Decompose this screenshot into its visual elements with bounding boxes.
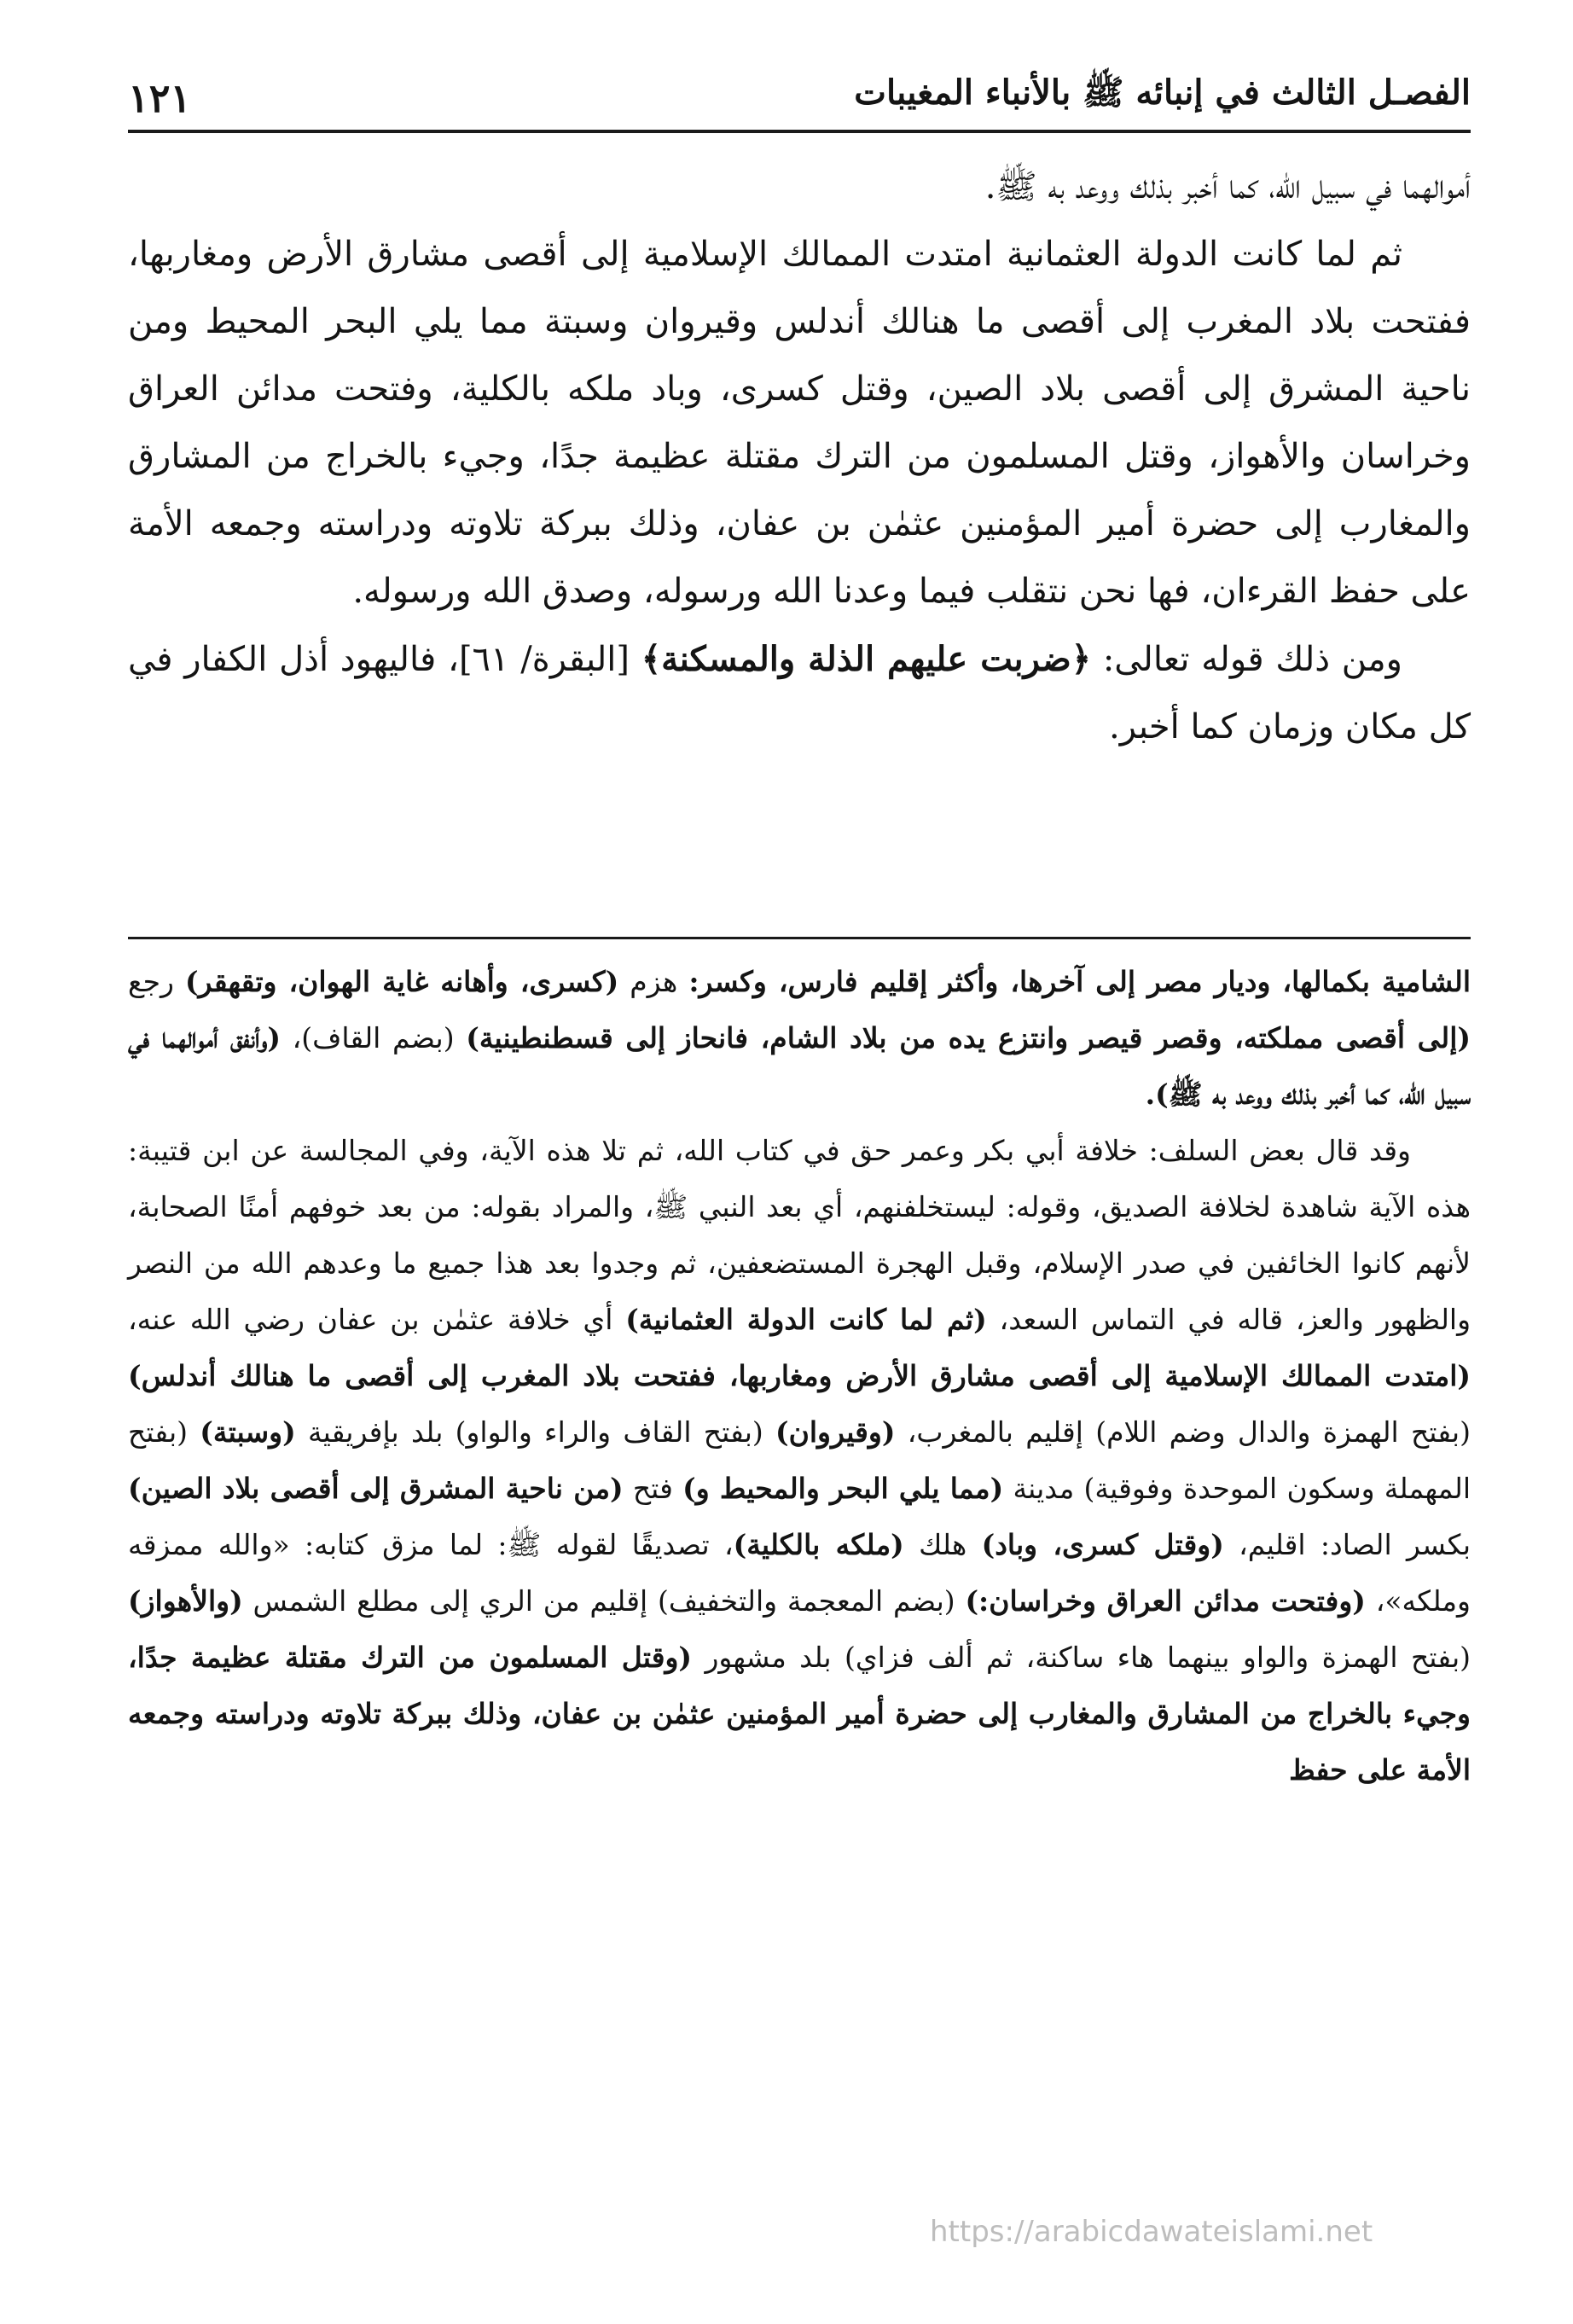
matn-text: (وقتل المسلمون من الترك مقتلة عظيمة جدًا، وجيء بالخراج من المشارق والمغارب إلى حضرة أمير المؤمنين عثمٰن بن عفان، وذلك ببركة تلاوته ودراسته وجمعه الأمة على حفظ	[128, 1641, 1471, 1787]
main-text	[128, 154, 1471, 761]
sharh-text: (بفتح المهملة وسكون الموحدة وفوقية) مدينة	[128, 1415, 1471, 1505]
sharh-text: ، تصديقًا لقوله ﷺ: لما مزق كتابه: «والله ممزقه وملكه»،	[128, 1528, 1471, 1618]
watermark-url: https://arabicdawateislami.net	[930, 2215, 1373, 2249]
para3-tail: فاليهود أذل الكفار في كل مكان وزمان كما أخبر.	[128, 640, 1471, 747]
sharh-text: فتح	[623, 1472, 683, 1505]
sharh-text: (بضم القاف)،	[281, 1021, 467, 1055]
commentary-section	[128, 954, 1471, 1798]
para3-lead: ومن ذلك قوله تعالى:	[1091, 640, 1402, 679]
matn-text: (مما يلي البحر والمحيط و)	[682, 1472, 1004, 1505]
matn-text: (وسبتة)	[200, 1415, 296, 1449]
running-title: الفصـل الثالث في إنبائه ﷺ بالأنباء المغيبات	[854, 73, 1471, 113]
matn-text: (امتدت الممالك الإسلامية إلى أقصى مشارق الأرض ومغاربها، ففتحت بلاد المغرب إلى أقصى ما هنالك أندلس)	[128, 1359, 1471, 1392]
matn-text: (وقتل كسرى، وباد)	[981, 1528, 1224, 1561]
sharh-text: (بفتح الهمزة والدال وضم اللام) إقليم بالمغرب،	[895, 1415, 1471, 1449]
commentary-paragraph-1	[128, 954, 1471, 1123]
sharh-text: (بضم المعجمة والتخفيف) إقليم من الري إلى مطلع الشمس	[242, 1584, 966, 1618]
matn-text: (والأهواز)	[128, 1584, 243, 1618]
sharh-text: رجع	[128, 965, 185, 998]
matn-text: (ملكه بالكلية)	[733, 1528, 904, 1561]
sharh-text: (بفتح القاف والراء والواو) بلد بإفريقية	[295, 1415, 776, 1449]
quran-reference: [البقرة/ ٦١]،	[448, 640, 641, 679]
matn-text: (وفتحت مدائن العراق وخراسان:)	[965, 1584, 1366, 1618]
commentary-paragraph-2	[128, 1123, 1471, 1798]
page-number: ١٢١	[128, 75, 192, 121]
main-paragraph-1: أموالهما في سبيل الله، كما أخبر بذلك ووعد به ﷺ.	[984, 167, 1471, 206]
matn-text: (كسرى، وأهانه غاية الهوان، وتقهقر)	[184, 965, 619, 998]
sharh-text: وقد قال بعض السلف: خلافة أبي بكر وعمر حق في كتاب الله، ثم تلا هذه الآية، وفي المجالسة عن ابن قتيبة: هذه الآية شاهدة لخلافة الصديق، وقوله: ليستخلفنهم، أي بعد النبي ﷺ، والمراد بقوله: من بعد خوفهم أمنًا الصحابة، لأنهم كانوا الخائفين في صدر الإسلام، وقبل الهجرة المستضعفين، ثم وجدوا بعد هذا جميع ما وعدهم الله من النصر والظهور والعز، قاله في التماس السعد،	[128, 1134, 1471, 1336]
sharh-text: هلك	[903, 1528, 982, 1561]
main-paragraph-2: ثم لما كانت الدولة العثمانية امتدت الممالك الإسلامية إلى أقصى مشارق الأرض ومغاربها، ففتحت بلاد المغرب إلى أقصى ما هنالك أندلس وقيروان وسبتة مما يلي البحر المحيط ومن ناحية المشرق إلى أقصى بلاد الصين، وقتل كسرى، وباد ملكه بالكلية، وفتحت مدائن العراق وخراسان والأهواز، وقتل المسلمون من الترك مقتلة عظيمة جدًا، وجيء بالخراج من المشارق والمغارب إلى حضرة أمير المؤمنين عثمٰن بن عفان، وذلك ببركة تلاوته ودراسته وجمعه الأمة على حفظ القرءان، فها نحن نتقلب فيما وعدنا الله ورسوله، وصدق الله ورسوله.	[128, 235, 1471, 611]
page-header	[128, 44, 1471, 121]
footnote-rule	[128, 937, 1471, 939]
quran-quote: ﴿ضربت عليهم الذلة والمسكنة﴾	[641, 639, 1092, 679]
matn-text: (من ناحية المشرق إلى أقصى بلاد الصين)	[128, 1472, 624, 1505]
sharh-text: هزم	[618, 965, 689, 998]
sharh-text: أي خلافة عثمٰن بن عفان رضي الله عنه،	[128, 1303, 626, 1336]
matn-text: الشامية بكمالها، وديار مصر إلى آخرها، وأكثر إقليم فارس، وكسر:	[688, 965, 1471, 998]
main-paragraph-3	[128, 625, 1471, 761]
sharh-text: (بفتح الهمزة والواو بينهما هاء ساكنة، ثم ألف فزاي) بلد مشهور	[692, 1641, 1471, 1674]
header-rule	[128, 130, 1471, 133]
matn-text: (ثم لما كانت الدولة العثمانية)	[625, 1303, 987, 1336]
matn-text: (إلى أقصى مملكته، وقصر قيصر وانتزع يده من بلاد الشام، فانحاز إلى قسطنطينية)	[466, 1021, 1471, 1055]
matn-text: (وقيروان)	[775, 1415, 896, 1449]
sharh-text: بكسر الصاد: اقليم،	[1223, 1528, 1471, 1561]
matn-text: (وأنفق أموالهما في سبيل الله، كما أخبر بذلك ووعد به ﷺ).	[128, 1021, 1471, 1111]
